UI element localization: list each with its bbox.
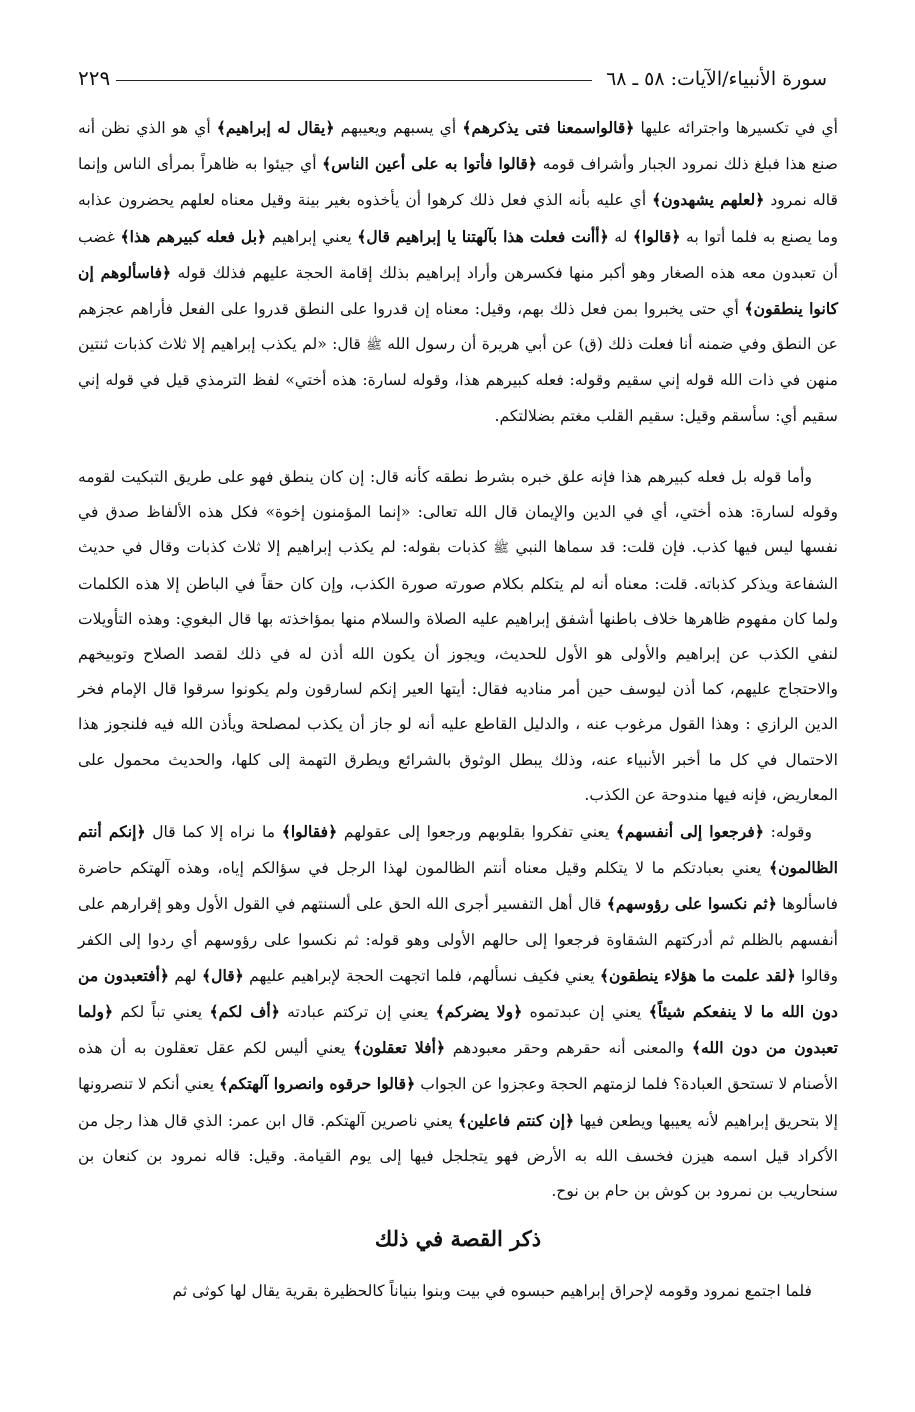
paragraph-2	[78, 460, 838, 813]
body-text-run: أي عليه بأنه الذي فعل ذلك كرهوا أن يأخذوه بغير بينة وقيل معناه لعلهم يحضرون عذابه وما يصنع به فلما أتوا به	[78, 191, 838, 246]
body-text-run: والمعنى أنه حقرهم وحقر معبودهم	[445, 1039, 692, 1058]
body-text-run: يعني تفكروا بقلوبهم ورجعوا إلى عقولهم	[337, 823, 616, 841]
body-text-run: يعني بعبادتكم ما لا يتكلم وقيل معناه أنتم الظالمون لهذا الرجل في سؤالكم إياه، وهذه آلهتكم حاضرة فاسألوها	[78, 859, 838, 914]
quran-quote: ﴿لقد علمت ما هؤلاء ينطقون﴾	[599, 965, 796, 985]
body-text-run: أي حتى يخبروا بمن فعل ذلك بهم، وقيل: معناه إن قدروا على النطق قدروا على الفعل فأراهم عجزهم عن النطق وفي ضمنه أنا فعلت ذلك (ق) عن أبي هريرة أن رسول الله	[78, 300, 838, 354]
quran-quote: ﴿قالوا﴾	[632, 226, 681, 246]
running-header	[78, 60, 827, 90]
body-text-run: ما نراه إلا كما قال	[145, 823, 282, 841]
body-text-run: قال: «لم يكذب إبراهيم إلا ثلاث كذبات ثنتين منهن في ذات الله قوله إني سقيم وقوله: فعله كبيرهم هذا، وقوله لسارة: هذه أختي» لفظ الترمذي قيل في قوله إني سقيم أي: سأسقم وقيل: سقيم القلب مغتم بضلالتكم.	[78, 335, 838, 425]
body-text-run: وقوله:	[764, 823, 812, 841]
paragraph-4: فلما اجتمع نمرود وقومه لإحراق إبراهيم حبسوه في بيت وبنوا بنياناً كالحظيرة بقرية يقال لها كوثى ثم	[172, 1282, 812, 1300]
quran-quote: ﴿يقال له إبراهيم﴾	[216, 118, 335, 137]
quran-quote: ﴿إن كنتم فاعلين﴾	[457, 1110, 575, 1130]
quran-quote: ﴿أفلا تعقلون﴾	[353, 1038, 446, 1058]
quran-quote: ﴿فرجعوا إلى أنفسهم﴾	[615, 822, 764, 841]
body-text-run: يعني أنكم لا تنصرونها إلا بتحريق إبراهيم لأنه يعيبها ويطعن فيها	[78, 1075, 838, 1130]
body-text-run: أي جيئوا به ظاهراً بمرأى الناس وإنما قاله نمرود	[78, 155, 838, 210]
body-text-run: له	[608, 227, 633, 246]
header-rule	[116, 80, 592, 81]
body-text-run: أي هو الذي نظن أنه صنع هذا فبلغ ذلك نمرود الجبار وأشراف قومه	[78, 119, 838, 174]
body-text-run: وأما قوله بل فعله كبيرهم هذا فإنه علق خبره بشرط نطقه كأنه قال: إن كان ينطق فهو على طريق التبكيت لقومه وقوله لسارة: هذه أختي، أي في الدين والإيمان قال الله تعالى: «إنما المؤمنون إخوة» فكل هذه الألفاظ صدق في نفسها ليس فيها كذب. فإن قلت: قد سماها النبي	[78, 468, 839, 557]
quran-quote: ﴿إنكم أنتم الظالمون﴾	[78, 822, 838, 878]
quran-quote: ﴿أف لكم﴾	[209, 1002, 280, 1022]
body-text-run: يعني ناصرين آلهتكم. قال ابن عمر: الذي قال هذا رجل من الأكراد قيل اسمه هيزن فخسف الله به الأرض فهو يتجلجل فيها إلى يوم القيامة. وقيل: قاله نمرود بن كنعان بن سنحاريب بن نمرود بن كوش بن حام بن نوح.	[78, 1111, 838, 1201]
body-text-run: يعني تباً لكم	[113, 1003, 210, 1022]
quran-quote: ﴿ثم نكسوا على رؤوسهم﴾	[606, 894, 777, 914]
quran-quote: ﴿بل فعله كبيرهم هذا﴾	[120, 226, 267, 246]
body-text-run: يعني إن عبدتموه	[522, 1003, 649, 1022]
quran-quote: ﴿ولا يضركم﴾	[435, 1002, 523, 1022]
quran-quote: ﴿فقالوا﴾	[281, 822, 338, 841]
body-text-run: قال أهل التفسير أجرى الله الحق على ألسنتهم في القول الأول وهو إقرارهم على أنفسهم بالظلم ثم أدركتهم الشقاوة فرجعوا إلى حالهم الأولى وهو قوله: ثم نكسوا على رؤوسهم أي ردوا إلى الكفر وقالوا	[78, 895, 838, 985]
body-text-run: يعني إبراهيم	[266, 227, 358, 246]
section-heading: ذكر القصة في ذلك	[374, 1226, 542, 1251]
quran-quote: ﴿قالوا حرقوه وانصروا آلهتكم﴾	[219, 1074, 416, 1094]
running-title: سورة الأنبياء/الآيات: ٥٨ ـ ٦٨	[606, 68, 827, 90]
quran-quote: ﴿أفتعبدون من دون الله ما لا ينفعكم شيئاً﴾	[78, 965, 838, 1022]
page-number: ٢٢٩	[78, 66, 111, 90]
body-text-run: أي يسبهم ويعيبهم	[334, 119, 463, 137]
body-text-run: لهم	[169, 966, 202, 985]
quran-quote: ﴿قال﴾	[202, 965, 244, 985]
quran-quote: ﴿لعلهم يشهدون﴾	[652, 190, 765, 210]
body-text-run: يعني فكيف نسألهم، فلما اتجهت الحجة لإبراهيم عليهم	[243, 966, 600, 985]
body-text-run: يعني إن تركتم عبادته	[279, 1003, 436, 1022]
paragraph-3	[78, 814, 838, 1209]
quran-quote: ﴿أأنت فعلت هذا بآلهتنا يا إبراهيم قال﴾	[357, 226, 609, 246]
salutation-glyph: ﷺ	[493, 541, 509, 557]
salutation-glyph: ﷺ	[366, 338, 382, 354]
body-text-run: أي في تكسيرها واجترائه عليها	[634, 119, 838, 137]
quran-quote: ﴿قالواسمعنا فتى يذكرهم﴾	[462, 118, 635, 137]
quran-quote: ﴿ولما تعبدون من دون الله﴾	[78, 1002, 838, 1058]
body-text-run: يعني أليس لكم عقل تعقلون به أن هذه الأصنام لا تستحق العبادة؟ فلما لزمتهم الحجة وعجزوا عن الجواب	[78, 1039, 838, 1094]
body-text-run: كذبات بقوله: لم يكذب إبراهيم إلا ثلاث كذبات وقال في حديث الشفاعة ويذكر كذباته. قلت: معناه أنه لم يتكلم بكلام صورته صورة الكذب، وإن كان حقاً في الباطن إلا هذه الكلمات ولما كان مفهوم ظاهرها خلاف باطنها أشفق إبراهيم عليه الصلاة والسلام منها بمؤاخذته بها قال البغوي: وهذه التأويلات لنفي الكذب عن إبراهيم والأولى هو الأول للحديث، ويجوز أن يكون الله أذن له في ذلك لقصد الصلاح وتوبيخهم والاحتجاج عليهم، كما أذن ليوسف حين أمر مناديه فقال: أيتها العير إنكم لسارقون ولم يكونوا سرقوا قال الإمام فخر الدين الرازي : وهذا القول مرغوب عنه ، والدليل القاطع عليه أنه لو جاز أن يكذب لمصلحة ويأذن الله فيه فلنجوز هذا الاحتمال في كل ما أخبر الأنبياء عنه، وذلك يبطل الوثوق بالشرائع ويطرق التهمة إلى كلها، والحديث محمول على المعاريض، فإنه فيها مندوحة عن الكذب.	[78, 538, 838, 804]
quran-quote: ﴿قالوا فأتوا به على أعين الناس﴾	[322, 154, 537, 174]
body-text-run: غضب أن تعبدون معه هذه الصغار وهو أكبر منها فكسرهن وأراد إبراهيم بذلك إقامة الحجة عليهم فذلك قوله	[78, 227, 839, 282]
paragraph-1	[78, 110, 838, 434]
quran-quote: ﴿فاسألوهم إن كانوا ينطقون﴾	[78, 262, 839, 319]
